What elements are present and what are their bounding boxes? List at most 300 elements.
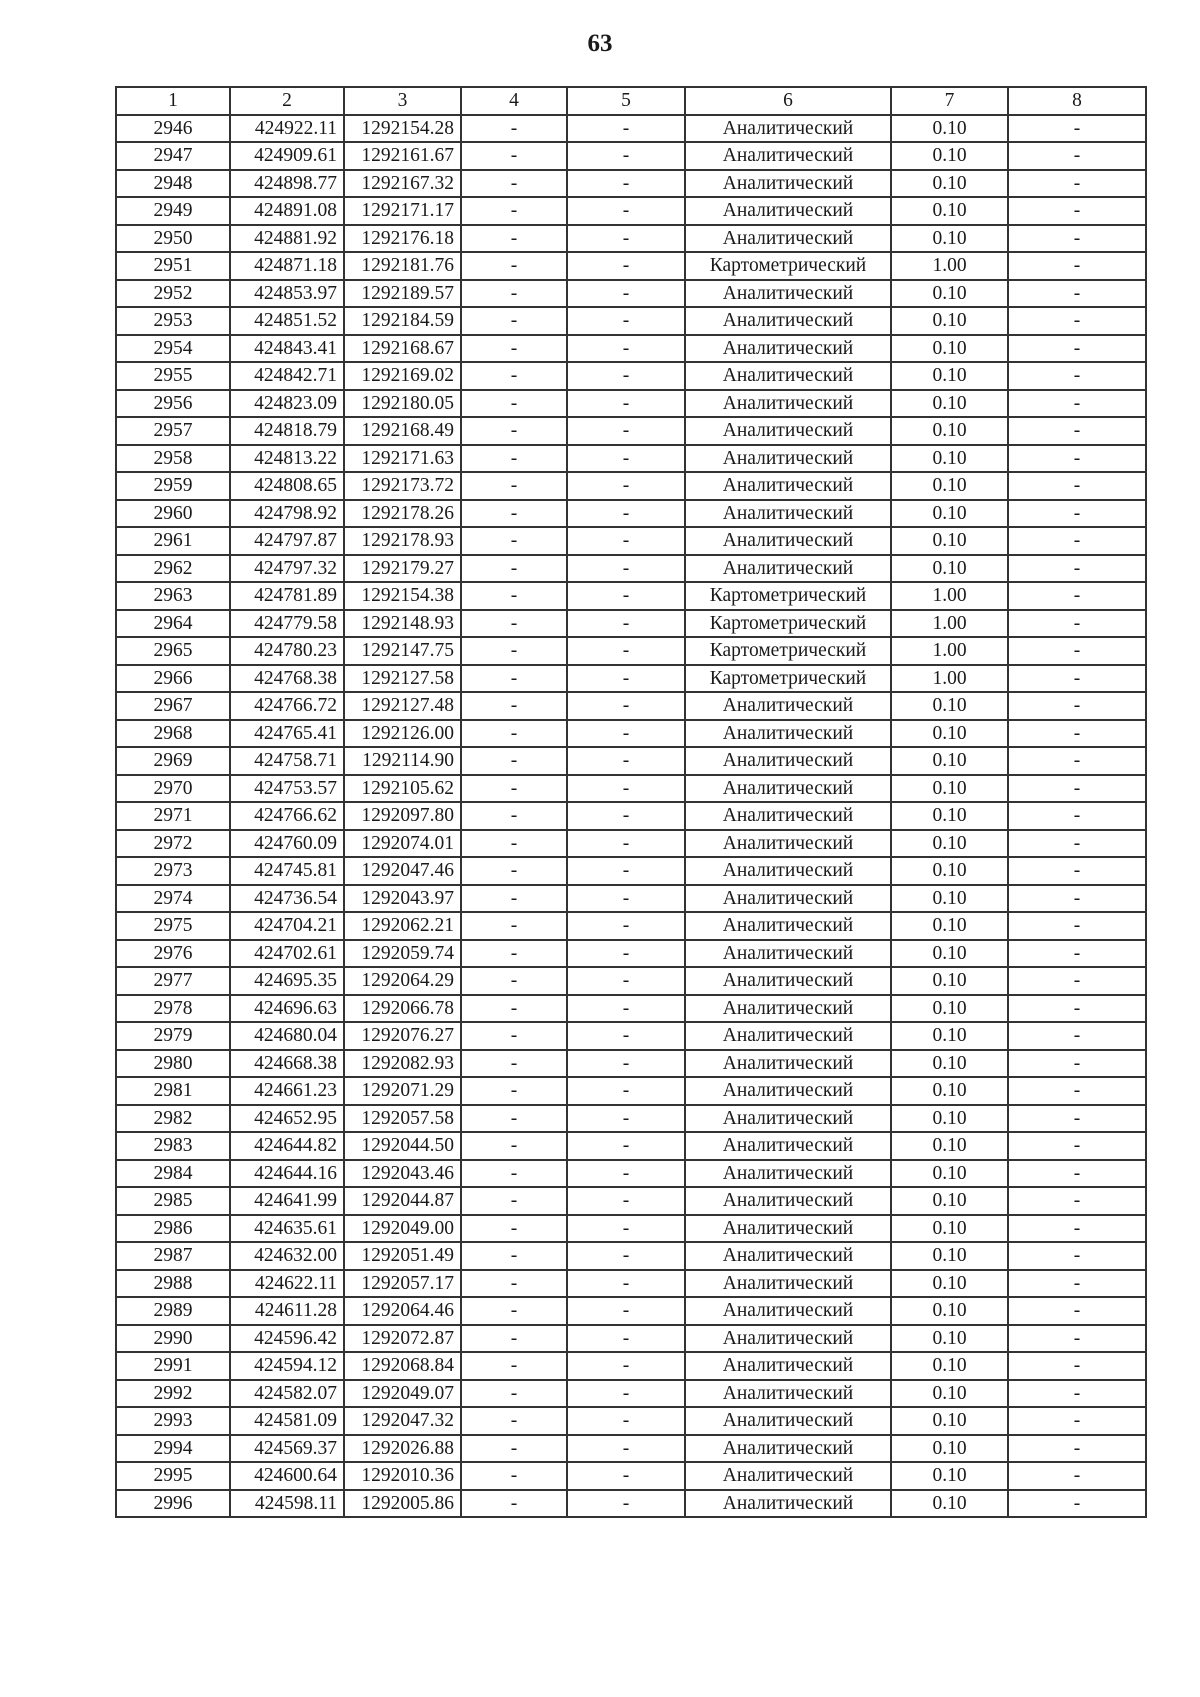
method-cell: Картометрический [685, 582, 891, 610]
point-number-cell: 2976 [116, 940, 230, 968]
column-8-cell: - [1008, 115, 1146, 143]
table-row [116, 1325, 1146, 1353]
y-coordinate-cell: 1292047.46 [344, 857, 461, 885]
column-5-cell: - [567, 335, 685, 363]
y-coordinate-cell: 1292097.80 [344, 802, 461, 830]
column-5-cell: - [567, 720, 685, 748]
column-4-cell: - [461, 637, 567, 665]
point-number-cell: 2995 [116, 1462, 230, 1490]
table-row [116, 1380, 1146, 1408]
column-4-cell: - [461, 830, 567, 858]
method-cell: Аналитический [685, 1407, 891, 1435]
column-5-cell: - [567, 170, 685, 198]
point-number-cell: 2994 [116, 1435, 230, 1463]
column-8-cell: - [1008, 940, 1146, 968]
column-4-cell: - [461, 1270, 567, 1298]
accuracy-cell: 0.10 [891, 857, 1008, 885]
table-row [116, 720, 1146, 748]
column-5-cell: - [567, 142, 685, 170]
table-row [116, 472, 1146, 500]
method-cell: Аналитический [685, 1490, 891, 1518]
method-cell: Картометрический [685, 665, 891, 693]
x-coordinate-cell: 424808.65 [230, 472, 344, 500]
table-row [116, 555, 1146, 583]
method-cell: Аналитический [685, 390, 891, 418]
point-number-cell: 2982 [116, 1105, 230, 1133]
accuracy-cell: 0.10 [891, 1187, 1008, 1215]
column-8-cell: - [1008, 1435, 1146, 1463]
column-8-cell: - [1008, 1407, 1146, 1435]
accuracy-cell: 0.10 [891, 1352, 1008, 1380]
page-number: 63 [587, 30, 613, 57]
point-number-cell: 2975 [116, 912, 230, 940]
accuracy-cell: 0.10 [891, 1132, 1008, 1160]
point-number-cell: 2959 [116, 472, 230, 500]
method-cell: Аналитический [685, 802, 891, 830]
x-coordinate-cell: 424704.21 [230, 912, 344, 940]
y-coordinate-cell: 1292057.17 [344, 1270, 461, 1298]
point-number-cell: 2991 [116, 1352, 230, 1380]
table-row [116, 995, 1146, 1023]
x-coordinate-cell: 424622.11 [230, 1270, 344, 1298]
x-coordinate-cell: 424871.18 [230, 252, 344, 280]
y-coordinate-cell: 1292072.87 [344, 1325, 461, 1353]
column-4-cell: - [461, 280, 567, 308]
column-4-cell: - [461, 555, 567, 583]
y-coordinate-cell: 1292167.32 [344, 170, 461, 198]
x-coordinate-cell: 424909.61 [230, 142, 344, 170]
column-5-cell: - [567, 362, 685, 390]
accuracy-cell: 0.10 [891, 1215, 1008, 1243]
y-coordinate-cell: 1292059.74 [344, 940, 461, 968]
column-8-cell: - [1008, 1325, 1146, 1353]
y-coordinate-cell: 1292147.75 [344, 637, 461, 665]
y-coordinate-cell: 1292005.86 [344, 1490, 461, 1518]
x-coordinate-cell: 424813.22 [230, 445, 344, 473]
point-number-cell: 2970 [116, 775, 230, 803]
point-number-cell: 2953 [116, 307, 230, 335]
column-header: 5 [567, 87, 685, 115]
method-cell: Аналитический [685, 1462, 891, 1490]
method-cell: Аналитический [685, 885, 891, 913]
y-coordinate-cell: 1292154.28 [344, 115, 461, 143]
y-coordinate-cell: 1292181.76 [344, 252, 461, 280]
table-row [116, 967, 1146, 995]
point-number-cell: 2986 [116, 1215, 230, 1243]
accuracy-cell: 1.00 [891, 637, 1008, 665]
x-coordinate-cell: 424760.09 [230, 830, 344, 858]
column-4-cell: - [461, 857, 567, 885]
point-number-cell: 2979 [116, 1022, 230, 1050]
y-coordinate-cell: 1292126.00 [344, 720, 461, 748]
table-row [116, 1160, 1146, 1188]
column-5-cell: - [567, 1297, 685, 1325]
y-coordinate-cell: 1292184.59 [344, 307, 461, 335]
column-header: 1 [116, 87, 230, 115]
method-cell: Аналитический [685, 912, 891, 940]
column-4-cell: - [461, 335, 567, 363]
column-5-cell: - [567, 1077, 685, 1105]
table-row [116, 1077, 1146, 1105]
column-8-cell: - [1008, 1297, 1146, 1325]
y-coordinate-cell: 1292168.49 [344, 417, 461, 445]
column-5-cell: - [567, 1105, 685, 1133]
accuracy-cell: 0.10 [891, 885, 1008, 913]
method-cell: Аналитический [685, 857, 891, 885]
table-row [116, 1435, 1146, 1463]
point-number-cell: 2956 [116, 390, 230, 418]
method-cell: Аналитический [685, 1242, 891, 1270]
column-4-cell: - [461, 1297, 567, 1325]
table-row [116, 1462, 1146, 1490]
method-cell: Картометрический [685, 252, 891, 280]
x-coordinate-cell: 424758.71 [230, 747, 344, 775]
method-cell: Аналитический [685, 170, 891, 198]
x-coordinate-cell: 424818.79 [230, 417, 344, 445]
method-cell: Аналитический [685, 1132, 891, 1160]
column-4-cell: - [461, 885, 567, 913]
method-cell: Аналитический [685, 1105, 891, 1133]
table-row [116, 610, 1146, 638]
y-coordinate-cell: 1292105.62 [344, 775, 461, 803]
column-5-cell: - [567, 775, 685, 803]
table-row [116, 747, 1146, 775]
column-5-cell: - [567, 967, 685, 995]
x-coordinate-cell: 424853.97 [230, 280, 344, 308]
method-cell: Аналитический [685, 1187, 891, 1215]
column-4-cell: - [461, 1490, 567, 1518]
method-cell: Аналитический [685, 225, 891, 253]
x-coordinate-cell: 424745.81 [230, 857, 344, 885]
table-row [116, 142, 1146, 170]
point-number-cell: 2990 [116, 1325, 230, 1353]
column-4-cell: - [461, 775, 567, 803]
x-coordinate-cell: 424652.95 [230, 1105, 344, 1133]
column-8-cell: - [1008, 252, 1146, 280]
column-5-cell: - [567, 307, 685, 335]
point-number-cell: 2988 [116, 1270, 230, 1298]
accuracy-cell: 0.10 [891, 362, 1008, 390]
accuracy-cell: 0.10 [891, 527, 1008, 555]
y-coordinate-cell: 1292049.07 [344, 1380, 461, 1408]
column-4-cell: - [461, 1022, 567, 1050]
accuracy-cell: 0.10 [891, 1050, 1008, 1078]
column-8-cell: - [1008, 967, 1146, 995]
x-coordinate-cell: 424644.16 [230, 1160, 344, 1188]
coordinates-table [115, 86, 1147, 1518]
column-5-cell: - [567, 1132, 685, 1160]
column-5-cell: - [567, 940, 685, 968]
column-5-cell: - [567, 390, 685, 418]
table-row [116, 1352, 1146, 1380]
x-coordinate-cell: 424851.52 [230, 307, 344, 335]
column-8-cell: - [1008, 1215, 1146, 1243]
column-5-cell: - [567, 555, 685, 583]
accuracy-cell: 0.10 [891, 1077, 1008, 1105]
method-cell: Аналитический [685, 1352, 891, 1380]
accuracy-cell: 1.00 [891, 665, 1008, 693]
table-row [116, 170, 1146, 198]
point-number-cell: 2950 [116, 225, 230, 253]
accuracy-cell: 0.10 [891, 142, 1008, 170]
column-8-cell: - [1008, 280, 1146, 308]
table-row [116, 1187, 1146, 1215]
x-coordinate-cell: 424881.92 [230, 225, 344, 253]
table-row [116, 940, 1146, 968]
method-cell: Аналитический [685, 1270, 891, 1298]
column-5-cell: - [567, 637, 685, 665]
column-4-cell: - [461, 115, 567, 143]
accuracy-cell: 0.10 [891, 802, 1008, 830]
accuracy-cell: 0.10 [891, 830, 1008, 858]
x-coordinate-cell: 424781.89 [230, 582, 344, 610]
point-number-cell: 2954 [116, 335, 230, 363]
accuracy-cell: 0.10 [891, 1462, 1008, 1490]
method-cell: Аналитический [685, 115, 891, 143]
column-8-cell: - [1008, 1242, 1146, 1270]
table-row [116, 1132, 1146, 1160]
y-coordinate-cell: 1292169.02 [344, 362, 461, 390]
accuracy-cell: 0.10 [891, 747, 1008, 775]
y-coordinate-cell: 1292064.46 [344, 1297, 461, 1325]
point-number-cell: 2967 [116, 692, 230, 720]
x-coordinate-cell: 424600.64 [230, 1462, 344, 1490]
table-row [116, 802, 1146, 830]
method-cell: Аналитический [685, 1325, 891, 1353]
column-8-cell: - [1008, 1132, 1146, 1160]
point-number-cell: 2964 [116, 610, 230, 638]
accuracy-cell: 0.10 [891, 940, 1008, 968]
x-coordinate-cell: 424736.54 [230, 885, 344, 913]
x-coordinate-cell: 424780.23 [230, 637, 344, 665]
accuracy-cell: 0.10 [891, 995, 1008, 1023]
y-coordinate-cell: 1292114.90 [344, 747, 461, 775]
method-cell: Картометрический [685, 610, 891, 638]
column-8-cell: - [1008, 1160, 1146, 1188]
x-coordinate-cell: 424797.87 [230, 527, 344, 555]
column-8-cell: - [1008, 885, 1146, 913]
column-5-cell: - [567, 1050, 685, 1078]
table-row [116, 1105, 1146, 1133]
column-4-cell: - [461, 362, 567, 390]
column-4-cell: - [461, 170, 567, 198]
column-4-cell: - [461, 912, 567, 940]
method-cell: Аналитический [685, 775, 891, 803]
accuracy-cell: 0.10 [891, 912, 1008, 940]
y-coordinate-cell: 1292180.05 [344, 390, 461, 418]
column-5-cell: - [567, 1380, 685, 1408]
column-5-cell: - [567, 472, 685, 500]
column-5-cell: - [567, 1325, 685, 1353]
point-number-cell: 2948 [116, 170, 230, 198]
accuracy-cell: 0.10 [891, 472, 1008, 500]
column-5-cell: - [567, 582, 685, 610]
accuracy-cell: 0.10 [891, 280, 1008, 308]
point-number-cell: 2952 [116, 280, 230, 308]
method-cell: Аналитический [685, 830, 891, 858]
y-coordinate-cell: 1292161.67 [344, 142, 461, 170]
accuracy-cell: 0.10 [891, 1242, 1008, 1270]
column-8-cell: - [1008, 1462, 1146, 1490]
column-8-cell: - [1008, 1270, 1146, 1298]
column-4-cell: - [461, 940, 567, 968]
accuracy-cell: 0.10 [891, 307, 1008, 335]
column-4-cell: - [461, 252, 567, 280]
column-5-cell: - [567, 857, 685, 885]
x-coordinate-cell: 424891.08 [230, 197, 344, 225]
x-coordinate-cell: 424598.11 [230, 1490, 344, 1518]
y-coordinate-cell: 1292010.36 [344, 1462, 461, 1490]
table-row [116, 1297, 1146, 1325]
accuracy-cell: 1.00 [891, 252, 1008, 280]
point-number-cell: 2984 [116, 1160, 230, 1188]
accuracy-cell: 0.10 [891, 1105, 1008, 1133]
x-coordinate-cell: 424798.92 [230, 500, 344, 528]
y-coordinate-cell: 1292043.97 [344, 885, 461, 913]
column-5-cell: - [567, 995, 685, 1023]
point-number-cell: 2978 [116, 995, 230, 1023]
column-5-cell: - [567, 1490, 685, 1518]
column-5-cell: - [567, 692, 685, 720]
table-row [116, 912, 1146, 940]
method-cell: Аналитический [685, 967, 891, 995]
table-row [116, 500, 1146, 528]
y-coordinate-cell: 1292043.46 [344, 1160, 461, 1188]
method-cell: Аналитический [685, 940, 891, 968]
column-4-cell: - [461, 1352, 567, 1380]
column-8-cell: - [1008, 1352, 1146, 1380]
point-number-cell: 2985 [116, 1187, 230, 1215]
column-8-cell: - [1008, 417, 1146, 445]
column-4-cell: - [461, 967, 567, 995]
accuracy-cell: 0.10 [891, 115, 1008, 143]
x-coordinate-cell: 424842.71 [230, 362, 344, 390]
method-cell: Аналитический [685, 335, 891, 363]
column-5-cell: - [567, 197, 685, 225]
column-5-cell: - [567, 225, 685, 253]
method-cell: Аналитический [685, 197, 891, 225]
table-header-row [116, 87, 1146, 115]
column-header: 7 [891, 87, 1008, 115]
column-4-cell: - [461, 995, 567, 1023]
table-row [116, 225, 1146, 253]
point-number-cell: 2962 [116, 555, 230, 583]
column-5-cell: - [567, 912, 685, 940]
x-coordinate-cell: 424702.61 [230, 940, 344, 968]
column-5-cell: - [567, 252, 685, 280]
column-4-cell: - [461, 802, 567, 830]
table-row [116, 1022, 1146, 1050]
method-cell: Аналитический [685, 1022, 891, 1050]
x-coordinate-cell: 424695.35 [230, 967, 344, 995]
column-5-cell: - [567, 802, 685, 830]
column-8-cell: - [1008, 170, 1146, 198]
column-4-cell: - [461, 225, 567, 253]
accuracy-cell: 1.00 [891, 582, 1008, 610]
column-8-cell: - [1008, 142, 1146, 170]
method-cell: Картометрический [685, 637, 891, 665]
column-8-cell: - [1008, 830, 1146, 858]
column-8-cell: - [1008, 1077, 1146, 1105]
method-cell: Аналитический [685, 527, 891, 555]
method-cell: Аналитический [685, 417, 891, 445]
column-4-cell: - [461, 500, 567, 528]
column-8-cell: - [1008, 197, 1146, 225]
column-8-cell: - [1008, 775, 1146, 803]
accuracy-cell: 0.10 [891, 1325, 1008, 1353]
point-number-cell: 2958 [116, 445, 230, 473]
point-number-cell: 2961 [116, 527, 230, 555]
point-number-cell: 2973 [116, 857, 230, 885]
column-4-cell: - [461, 1050, 567, 1078]
column-header: 3 [344, 87, 461, 115]
y-coordinate-cell: 1292064.29 [344, 967, 461, 995]
column-8-cell: - [1008, 857, 1146, 885]
column-4-cell: - [461, 472, 567, 500]
column-8-cell: - [1008, 1187, 1146, 1215]
column-4-cell: - [461, 417, 567, 445]
y-coordinate-cell: 1292168.67 [344, 335, 461, 363]
point-number-cell: 2983 [116, 1132, 230, 1160]
accuracy-cell: 0.10 [891, 225, 1008, 253]
column-5-cell: - [567, 1352, 685, 1380]
y-coordinate-cell: 1292044.87 [344, 1187, 461, 1215]
column-4-cell: - [461, 1215, 567, 1243]
y-coordinate-cell: 1292173.72 [344, 472, 461, 500]
column-5-cell: - [567, 1160, 685, 1188]
table-row [116, 115, 1146, 143]
point-number-cell: 2972 [116, 830, 230, 858]
table-row [116, 335, 1146, 363]
column-8-cell: - [1008, 1050, 1146, 1078]
y-coordinate-cell: 1292076.27 [344, 1022, 461, 1050]
accuracy-cell: 0.10 [891, 967, 1008, 995]
column-8-cell: - [1008, 472, 1146, 500]
column-5-cell: - [567, 1215, 685, 1243]
column-8-cell: - [1008, 527, 1146, 555]
column-8-cell: - [1008, 692, 1146, 720]
method-cell: Аналитический [685, 362, 891, 390]
column-8-cell: - [1008, 445, 1146, 473]
table-row [116, 197, 1146, 225]
column-4-cell: - [461, 307, 567, 335]
table-row [116, 775, 1146, 803]
x-coordinate-cell: 424753.57 [230, 775, 344, 803]
column-4-cell: - [461, 1132, 567, 1160]
column-5-cell: - [567, 1187, 685, 1215]
column-5-cell: - [567, 115, 685, 143]
method-cell: Аналитический [685, 995, 891, 1023]
column-4-cell: - [461, 1160, 567, 1188]
method-cell: Аналитический [685, 445, 891, 473]
method-cell: Аналитический [685, 1077, 891, 1105]
column-8-cell: - [1008, 582, 1146, 610]
y-coordinate-cell: 1292171.63 [344, 445, 461, 473]
y-coordinate-cell: 1292127.58 [344, 665, 461, 693]
accuracy-cell: 0.10 [891, 1160, 1008, 1188]
y-coordinate-cell: 1292178.93 [344, 527, 461, 555]
column-8-cell: - [1008, 802, 1146, 830]
x-coordinate-cell: 424843.41 [230, 335, 344, 363]
column-8-cell: - [1008, 555, 1146, 583]
column-5-cell: - [567, 665, 685, 693]
x-coordinate-cell: 424581.09 [230, 1407, 344, 1435]
method-cell: Аналитический [685, 1050, 891, 1078]
accuracy-cell: 0.10 [891, 1270, 1008, 1298]
column-8-cell: - [1008, 720, 1146, 748]
y-coordinate-cell: 1292189.57 [344, 280, 461, 308]
x-coordinate-cell: 424922.11 [230, 115, 344, 143]
